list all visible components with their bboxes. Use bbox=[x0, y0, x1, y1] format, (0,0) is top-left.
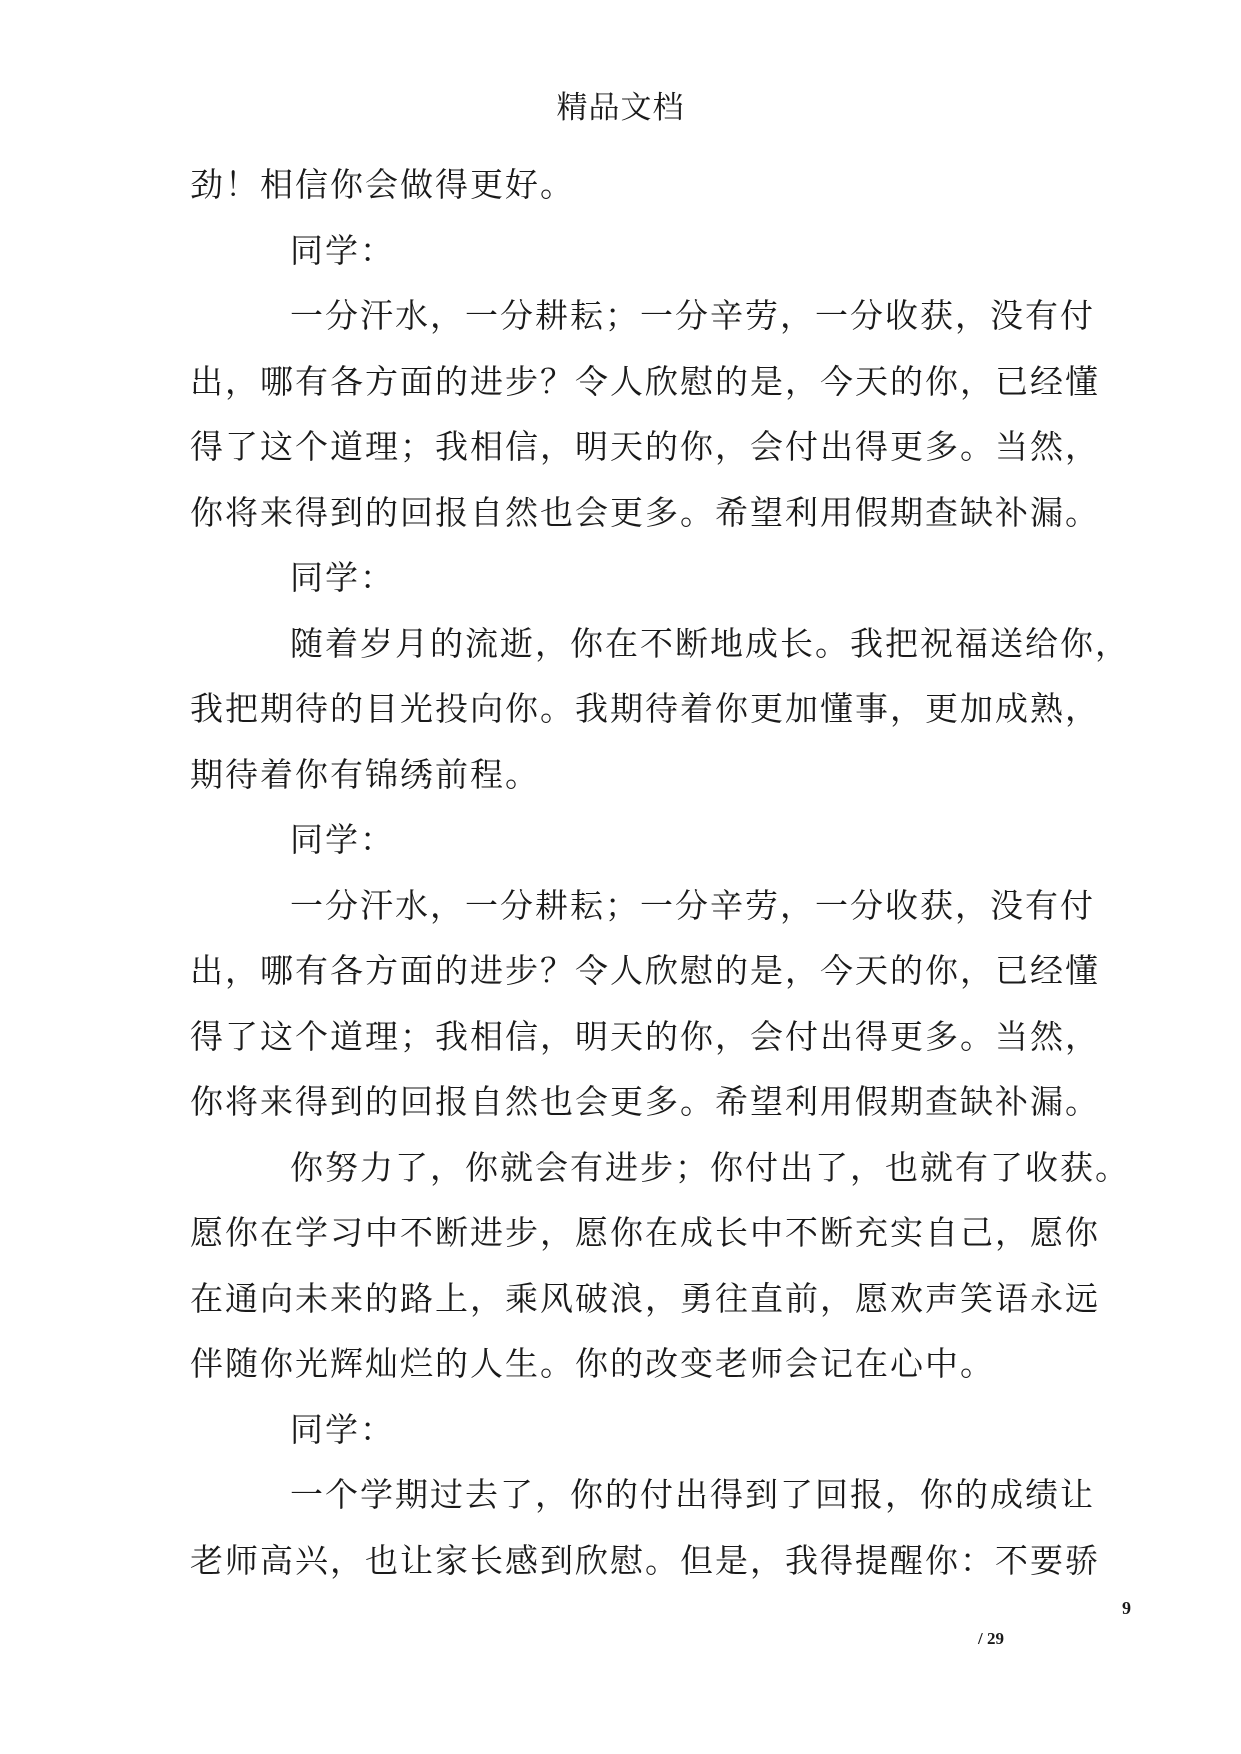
line-text: 一分汗水，一分耕耘；一分辛劳，一分收获，没有付 bbox=[290, 296, 1095, 335]
text-line bbox=[190, 152, 1070, 218]
line-text: 你将来得到的回报自然也会更多。希望利用假期查缺补漏。 bbox=[190, 1082, 1100, 1121]
line-text: 伴随你光辉灿烂的人生。你的改变老师会记在心中。 bbox=[190, 1344, 995, 1383]
page-number: 9 bbox=[1122, 1598, 1131, 1618]
line-text: 得了这个道理；我相信，明天的你，会付出得更多。当然， bbox=[190, 427, 1100, 466]
text-line bbox=[190, 1528, 1100, 1594]
text-line bbox=[190, 938, 1100, 1004]
line-text: 得了这个道理；我相信，明天的你，会付出得更多。当然， bbox=[190, 1016, 1100, 1056]
text-line bbox=[190, 611, 1130, 677]
text-line bbox=[190, 545, 1070, 611]
line-text: 随着岁月的流逝，你在不断地成长。我把祝福送给你， bbox=[290, 623, 1130, 663]
line-text: 你努力了，你就会有进步；你付出了，也就有了收获。 bbox=[290, 1147, 1130, 1187]
text-line bbox=[190, 1069, 1100, 1135]
text-line bbox=[190, 1004, 1100, 1070]
text-line bbox=[190, 414, 1100, 480]
line-text: 期待着你有锦绣前程。 bbox=[190, 754, 540, 794]
line-text: 我把期待的目光投向你。我期待着你更加懂事，更加成熟， bbox=[190, 689, 1100, 728]
text-line bbox=[190, 1266, 1100, 1332]
text-line bbox=[190, 218, 1070, 284]
text-line bbox=[190, 742, 1070, 808]
text-line bbox=[190, 349, 1100, 415]
text-line bbox=[190, 873, 1095, 939]
line-text: 出，哪有各方面的进步？令人欣慰的是，今天的你，已经懂 bbox=[190, 951, 1100, 990]
line-text: 同学： bbox=[290, 1409, 395, 1449]
text-line bbox=[190, 1200, 1100, 1266]
text-line bbox=[190, 283, 1095, 349]
line-text: 你将来得到的回报自然也会更多。希望利用假期查缺补漏。 bbox=[190, 492, 1100, 532]
line-text: 劲！相信你会做得更好。 bbox=[190, 165, 575, 204]
text-line bbox=[190, 807, 1070, 873]
text-line bbox=[190, 1462, 1095, 1528]
text-line bbox=[190, 1331, 1070, 1397]
line-text: 一个学期过去了，你的付出得到了回报，你的成绩让 bbox=[290, 1475, 1095, 1514]
line-text: 老师高兴，也让家长感到欣慰。但是，我得提醒你：不要骄 bbox=[190, 1540, 1100, 1580]
line-text: 同学： bbox=[290, 230, 395, 270]
line-text: 出，哪有各方面的进步？令人欣慰的是，今天的你，已经懂 bbox=[190, 361, 1100, 401]
line-text: 同学： bbox=[290, 820, 395, 859]
page-header-title: 精品文档 bbox=[556, 90, 685, 126]
text-line bbox=[190, 676, 1100, 742]
line-text: 同学： bbox=[290, 558, 395, 597]
text-line bbox=[190, 1397, 1070, 1463]
line-text: 一分汗水，一分耕耘；一分辛劳，一分收获，没有付 bbox=[290, 885, 1095, 925]
text-line bbox=[190, 1135, 1130, 1201]
document-body bbox=[190, 152, 1130, 1593]
line-text: 在通向未来的路上，乘风破浪，勇往直前，愿欢声笑语永远 bbox=[190, 1278, 1100, 1318]
line-text: 愿你在学习中不断进步，愿你在成长中不断充实自己，愿你 bbox=[190, 1213, 1100, 1252]
text-line bbox=[190, 480, 1100, 546]
page-total: / 29 bbox=[978, 1629, 1004, 1648]
